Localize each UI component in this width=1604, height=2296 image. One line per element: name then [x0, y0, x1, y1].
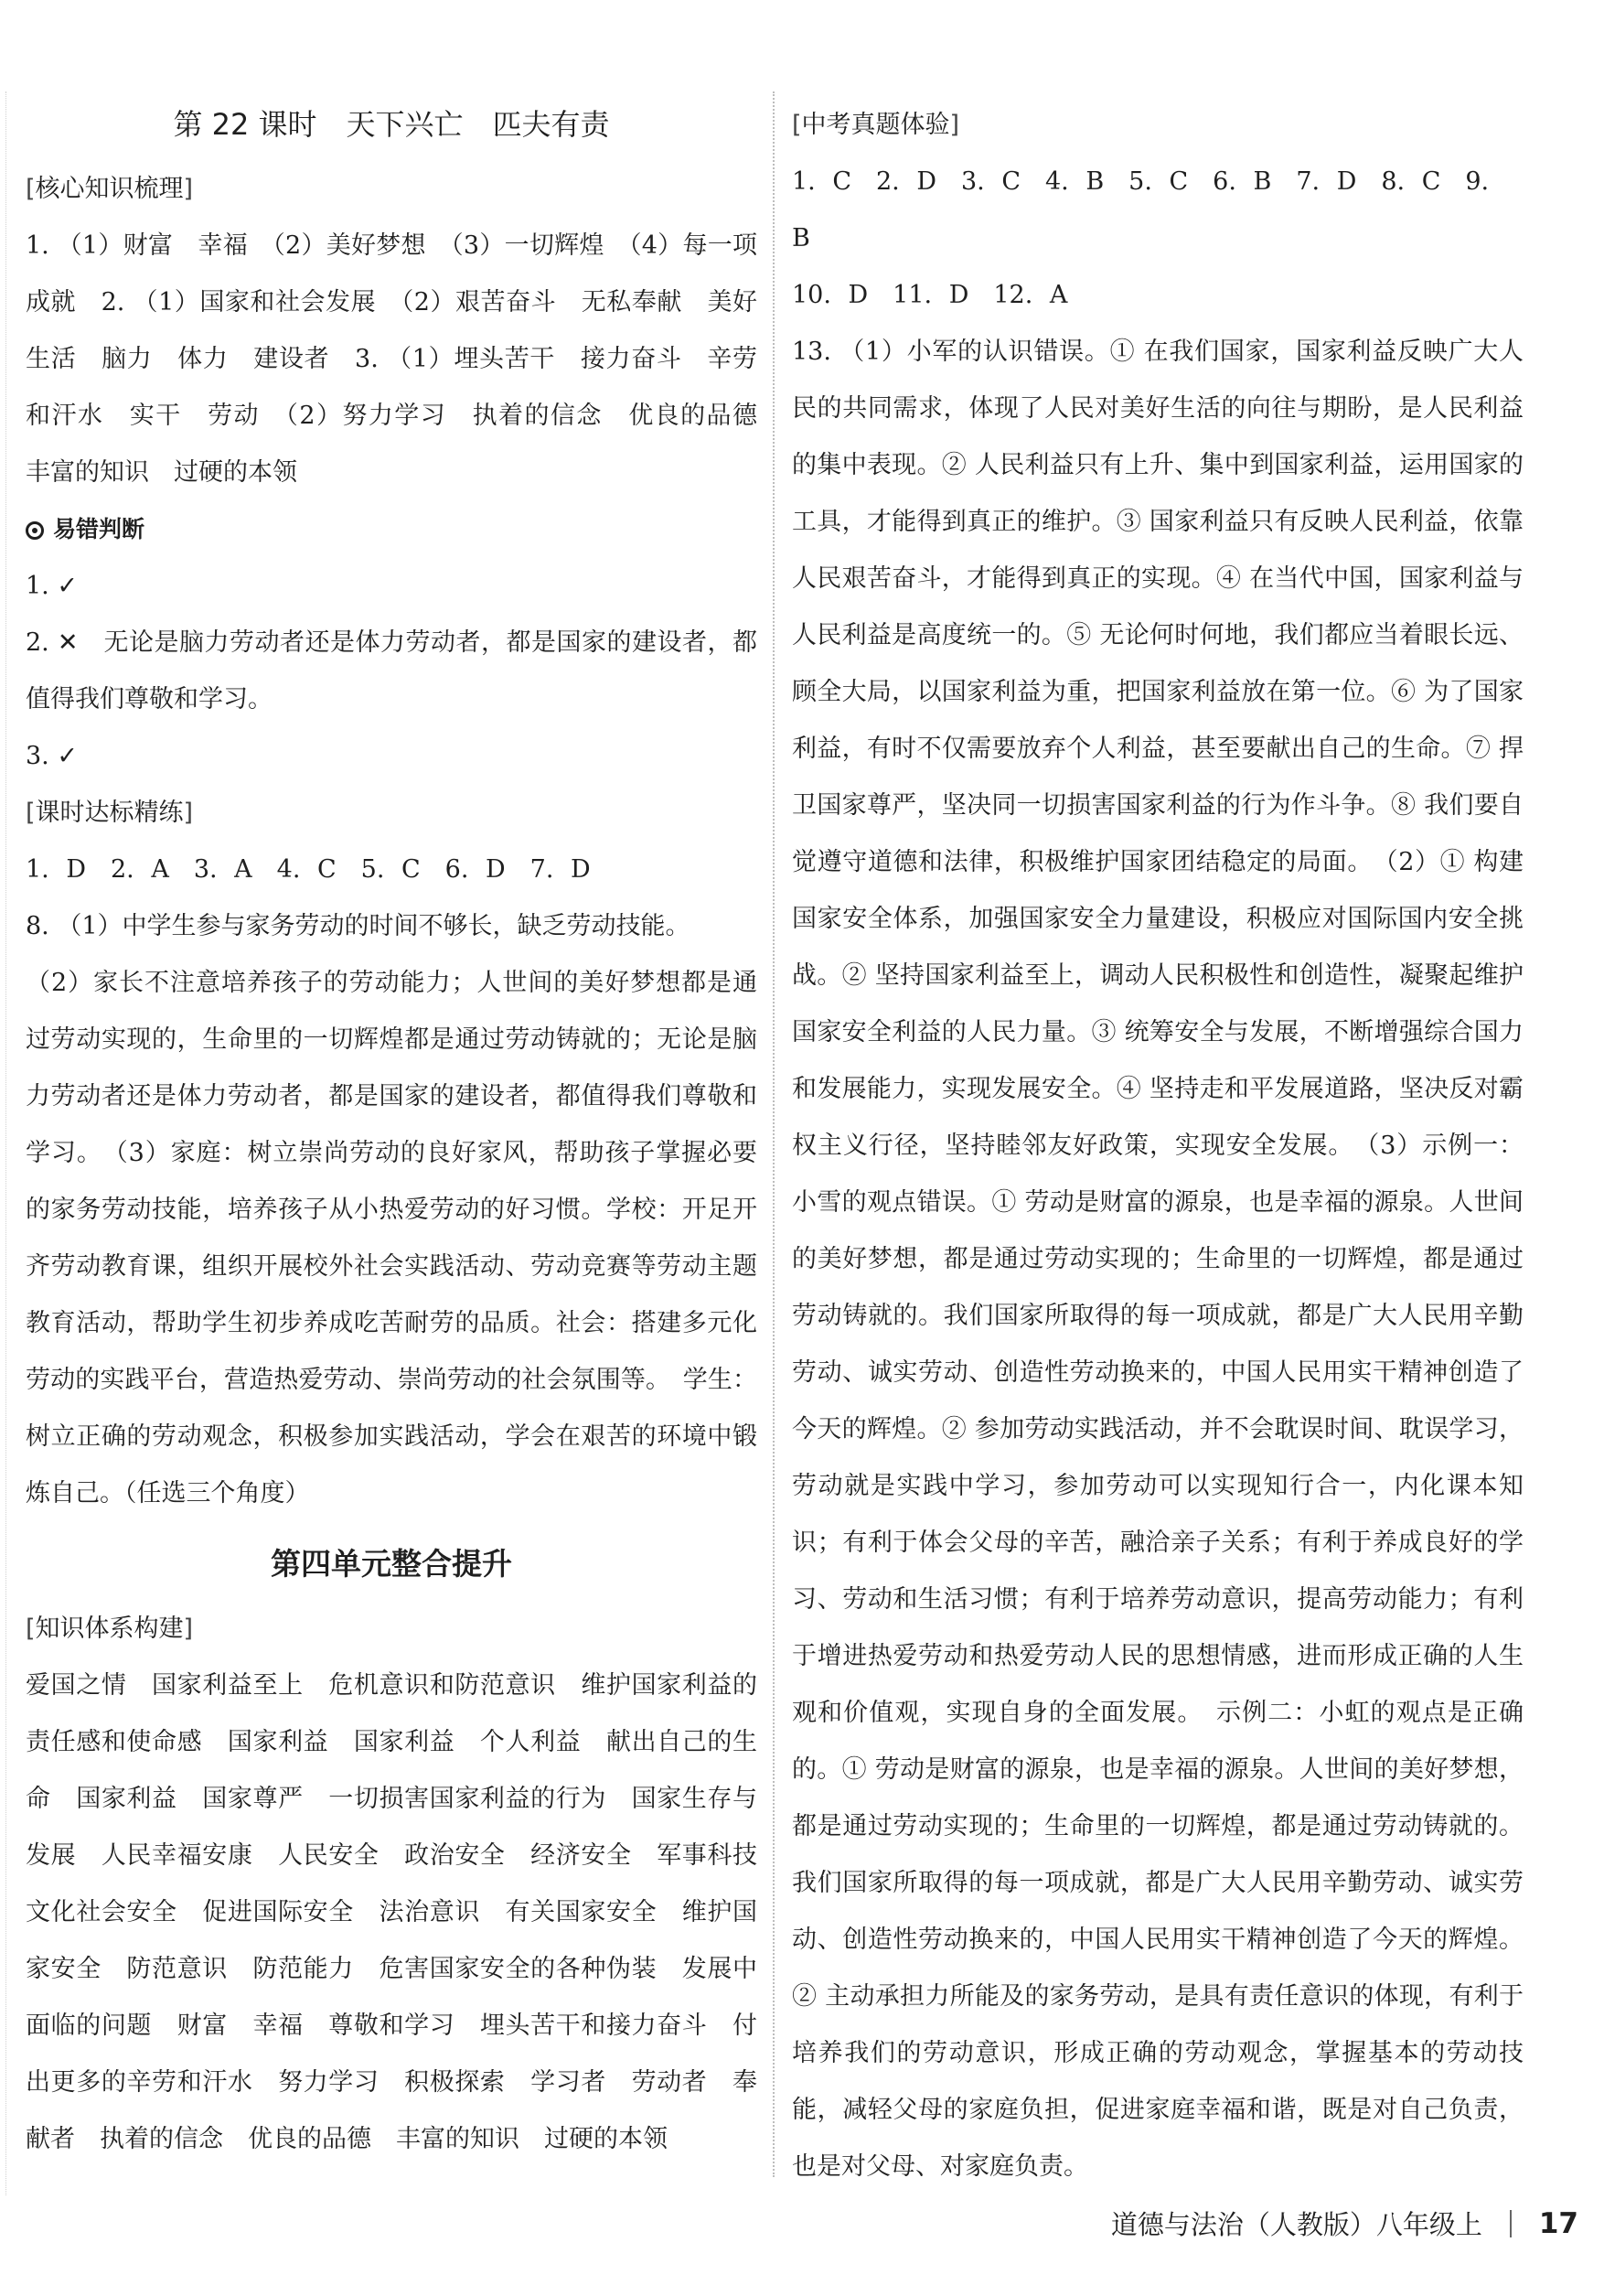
unit-title: 第四单元整合提升	[271, 1546, 512, 1582]
page-footer	[1111, 2205, 1578, 2242]
target-icon	[26, 521, 44, 540]
core-knowledge-text: 1. （1）财富 幸福 （2）美好梦想 （3）一切辉煌 （4）每一项成就 2. （1）国家和社会发展 （2）艰苦奋斗 无私奉献 美好生活 脑力 体力 建设者 3. （1）埋头苦干 接力奋斗 辛劳和汗水 实干 劳动 （2）努力学习 执着的信念 优良的品德 丰富的知识 过硬的本领	[26, 231, 782, 487]
tips-label: 易错判断	[53, 516, 145, 542]
section-header-exam: [中考真题体验]	[792, 111, 960, 139]
section-label-exam: 中考真题体验	[801, 111, 950, 139]
right-column	[792, 97, 1524, 2195]
section-label-system: 知识体系构建	[35, 1615, 184, 1643]
column-divider	[773, 91, 775, 2177]
question-8-part-1: 8. （1）中学生参与家务劳动的时间不够长，缺乏劳动技能。	[26, 912, 690, 940]
page-number: 17	[1538, 2206, 1578, 2240]
exam-answers-row-2: 10. D 11. D 12. A	[792, 281, 1068, 309]
tip-item-3: 3. ✓	[26, 742, 78, 770]
exam-answers-row-1: 1. C 2. D 3. C 4. B 5. C 6. B 7. D 8. C 9. B	[792, 167, 1490, 252]
section-label-core: 核心知识梳理	[35, 175, 184, 203]
page-edge-marker	[5, 91, 6, 2195]
knowledge-system-text: 爱国之情 国家利益至上 危机意识和防范意识 维护国家利益的责任感和使命感 国家利益 国家利益 个人利益 献出自己的生命 国家利益 国家尊严 一切损害国家利益的行为 国家生存与发展 人民幸福安康 人民安全 政治安全 经济安全 军事科技文化社会安全 促进国际安全 法治意识 有关国家安全 维护国家安全 防范意识 防范能力 危害国家安全的各种伪装 发展中面临的问题 财富 幸福 尊敬和学习 埋头苦干和接力奋斗 付出更多的辛劳和汗水 努力学习 积极探索 学习者 劳动者 奉献者 执着的信念 优良的品德 丰富的知识 过硬的本领	[26, 1671, 757, 2153]
tip-item-1: 1. ✓	[26, 572, 78, 600]
question-8-part-2: （2）家长不注意培养孩子的劳动能力；人世间的美好梦想都是通过劳动实现的，生命里的一切辉煌都是通过劳动铸就的；无论是脑力劳动者还是体力劳动者，都是国家的建设者，都值得我们尊敬和学习。 （3）家庭：树立崇尚劳动的良好家风，帮助孩子掌握必要的家务劳动技能，培养孩子从小热爱劳动的好习惯。学校：开足开齐劳动教育课，组织开展校外社会实践活动、劳动竞赛等劳动主题教育活动，帮助学生初步养成吃苦耐劳的品质。社会：搭建多元化劳动的实践平台，营造热爱劳动、崇尚劳动的社会氛围等。 学生：树立正确的劳动观念，积极参加实践活动，学会在艰苦的环境中锻炼自己。（任选三个角度）	[26, 969, 757, 1507]
section-header-tips	[26, 501, 757, 558]
question-13: 13. （1）小军的认识错误。① 在我们国家，国家利益反映广大人民的共同需求，体现了人民对美好生活的向往与期盼，是人民利益的集中表现。② 人民利益只有上升、集中到国家利益，运用国家的工具，才能得到真正的维护。③ 国家利益只有反映人民利益，依靠人民艰苦奋斗，才能得到真正的实现。④ 在当代中国，国家利益与人民利益是高度统一的。⑤ 无论何时何地，我们都应当着眼长远、顾全大局，以国家利益为重，把国家利益放在第一位。⑥ 为了国家利益，有时不仅需要放弃个人利益，甚至要献出自己的生命。⑦ 捍卫国家尊严，坚决同一切损害国家利益的行为作斗争。⑧ 我们要自觉遵守道德和法律，积极维护国家团结稳定的局面。 （2）① 构建国家安全体系，加强国家安全力量建设，积极应对国际国内安全挑战。② 坚持国家利益至上，调动人民积极性和创造性，凝聚起维护国家安全利益的人民力量。③ 统筹安全与发展，不断增强综合国力和发展能力，实现发展安全。④ 坚持走和平发展道路，坚决反对霸权主义行径，坚持睦邻友好政策，实现安全发展。 （3）示例一：小雪的观点错误。① 劳动是财富的源泉，也是幸福的源泉。人世间的美好梦想，都是通过劳动实现的；生命里的一切辉煌，都是通过劳动铸就的。我们国家所取得的每一项成就，都是广大人民用辛勤劳动、诚实劳动、创造性劳动换来的，中国人民用实干精神创造了今天的辉煌。② 参加劳动实践活动，并不会耽误时间、耽误学习，劳动就是实践中学习，参加劳动可以实现知行合一，内化课本知识；有利于体会父母的辛苦，融洽亲子关系；有利于养成良好的学习、劳动和生活习惯；有利于培养劳动意识，提高劳动能力；有利于增进热爱劳动和热爱劳动人民的思想情感，进而形成正确的人生观和价值观，实现自身的全面发展。 示例二：小虹的观点是正确的。① 劳动是财富的源泉，也是幸福的源泉。人世间的美好梦想，都是通过劳动实现的；生命里的一切辉煌，都是通过劳动铸就的。我们国家所取得的每一项成就，都是广大人民用辛勤劳动、诚实劳动、创造性劳动换来的，中国人民用实干精神创造了今天的辉煌。② 主动承担力所能及的家务劳动，是具有责任意识的体现，有利于培养我们的劳动意识，形成正确的劳动观念，掌握基本的劳动技能，减轻父母的家庭负担，促进家庭幸福和谐，既是对自己负责，也是对父母、对家庭负责。	[792, 338, 1524, 2181]
footer-divider	[1510, 2210, 1512, 2237]
left-column	[26, 88, 782, 2168]
section-label-practice: 课时达标精练	[35, 799, 184, 827]
section-header-practice: [课时达标精练]	[26, 799, 194, 827]
practice-answers: 1. D 2. A 3. A 4. C 5. C 6. D 7. D	[26, 855, 591, 884]
section-header-system: [知识体系构建]	[26, 1615, 194, 1643]
tip-item-2: 2. ✕ 无论是脑力劳动者还是体力劳动者，都是国家的建设者，都值得我们尊敬和学习。	[26, 628, 757, 713]
book-title: 道德与法治（人教版）八年级上	[1110, 2209, 1482, 2240]
lesson-title: 第 22 课时 天下兴亡 匹夫有责	[173, 107, 610, 142]
section-header-core: [核心知识梳理]	[26, 175, 194, 203]
